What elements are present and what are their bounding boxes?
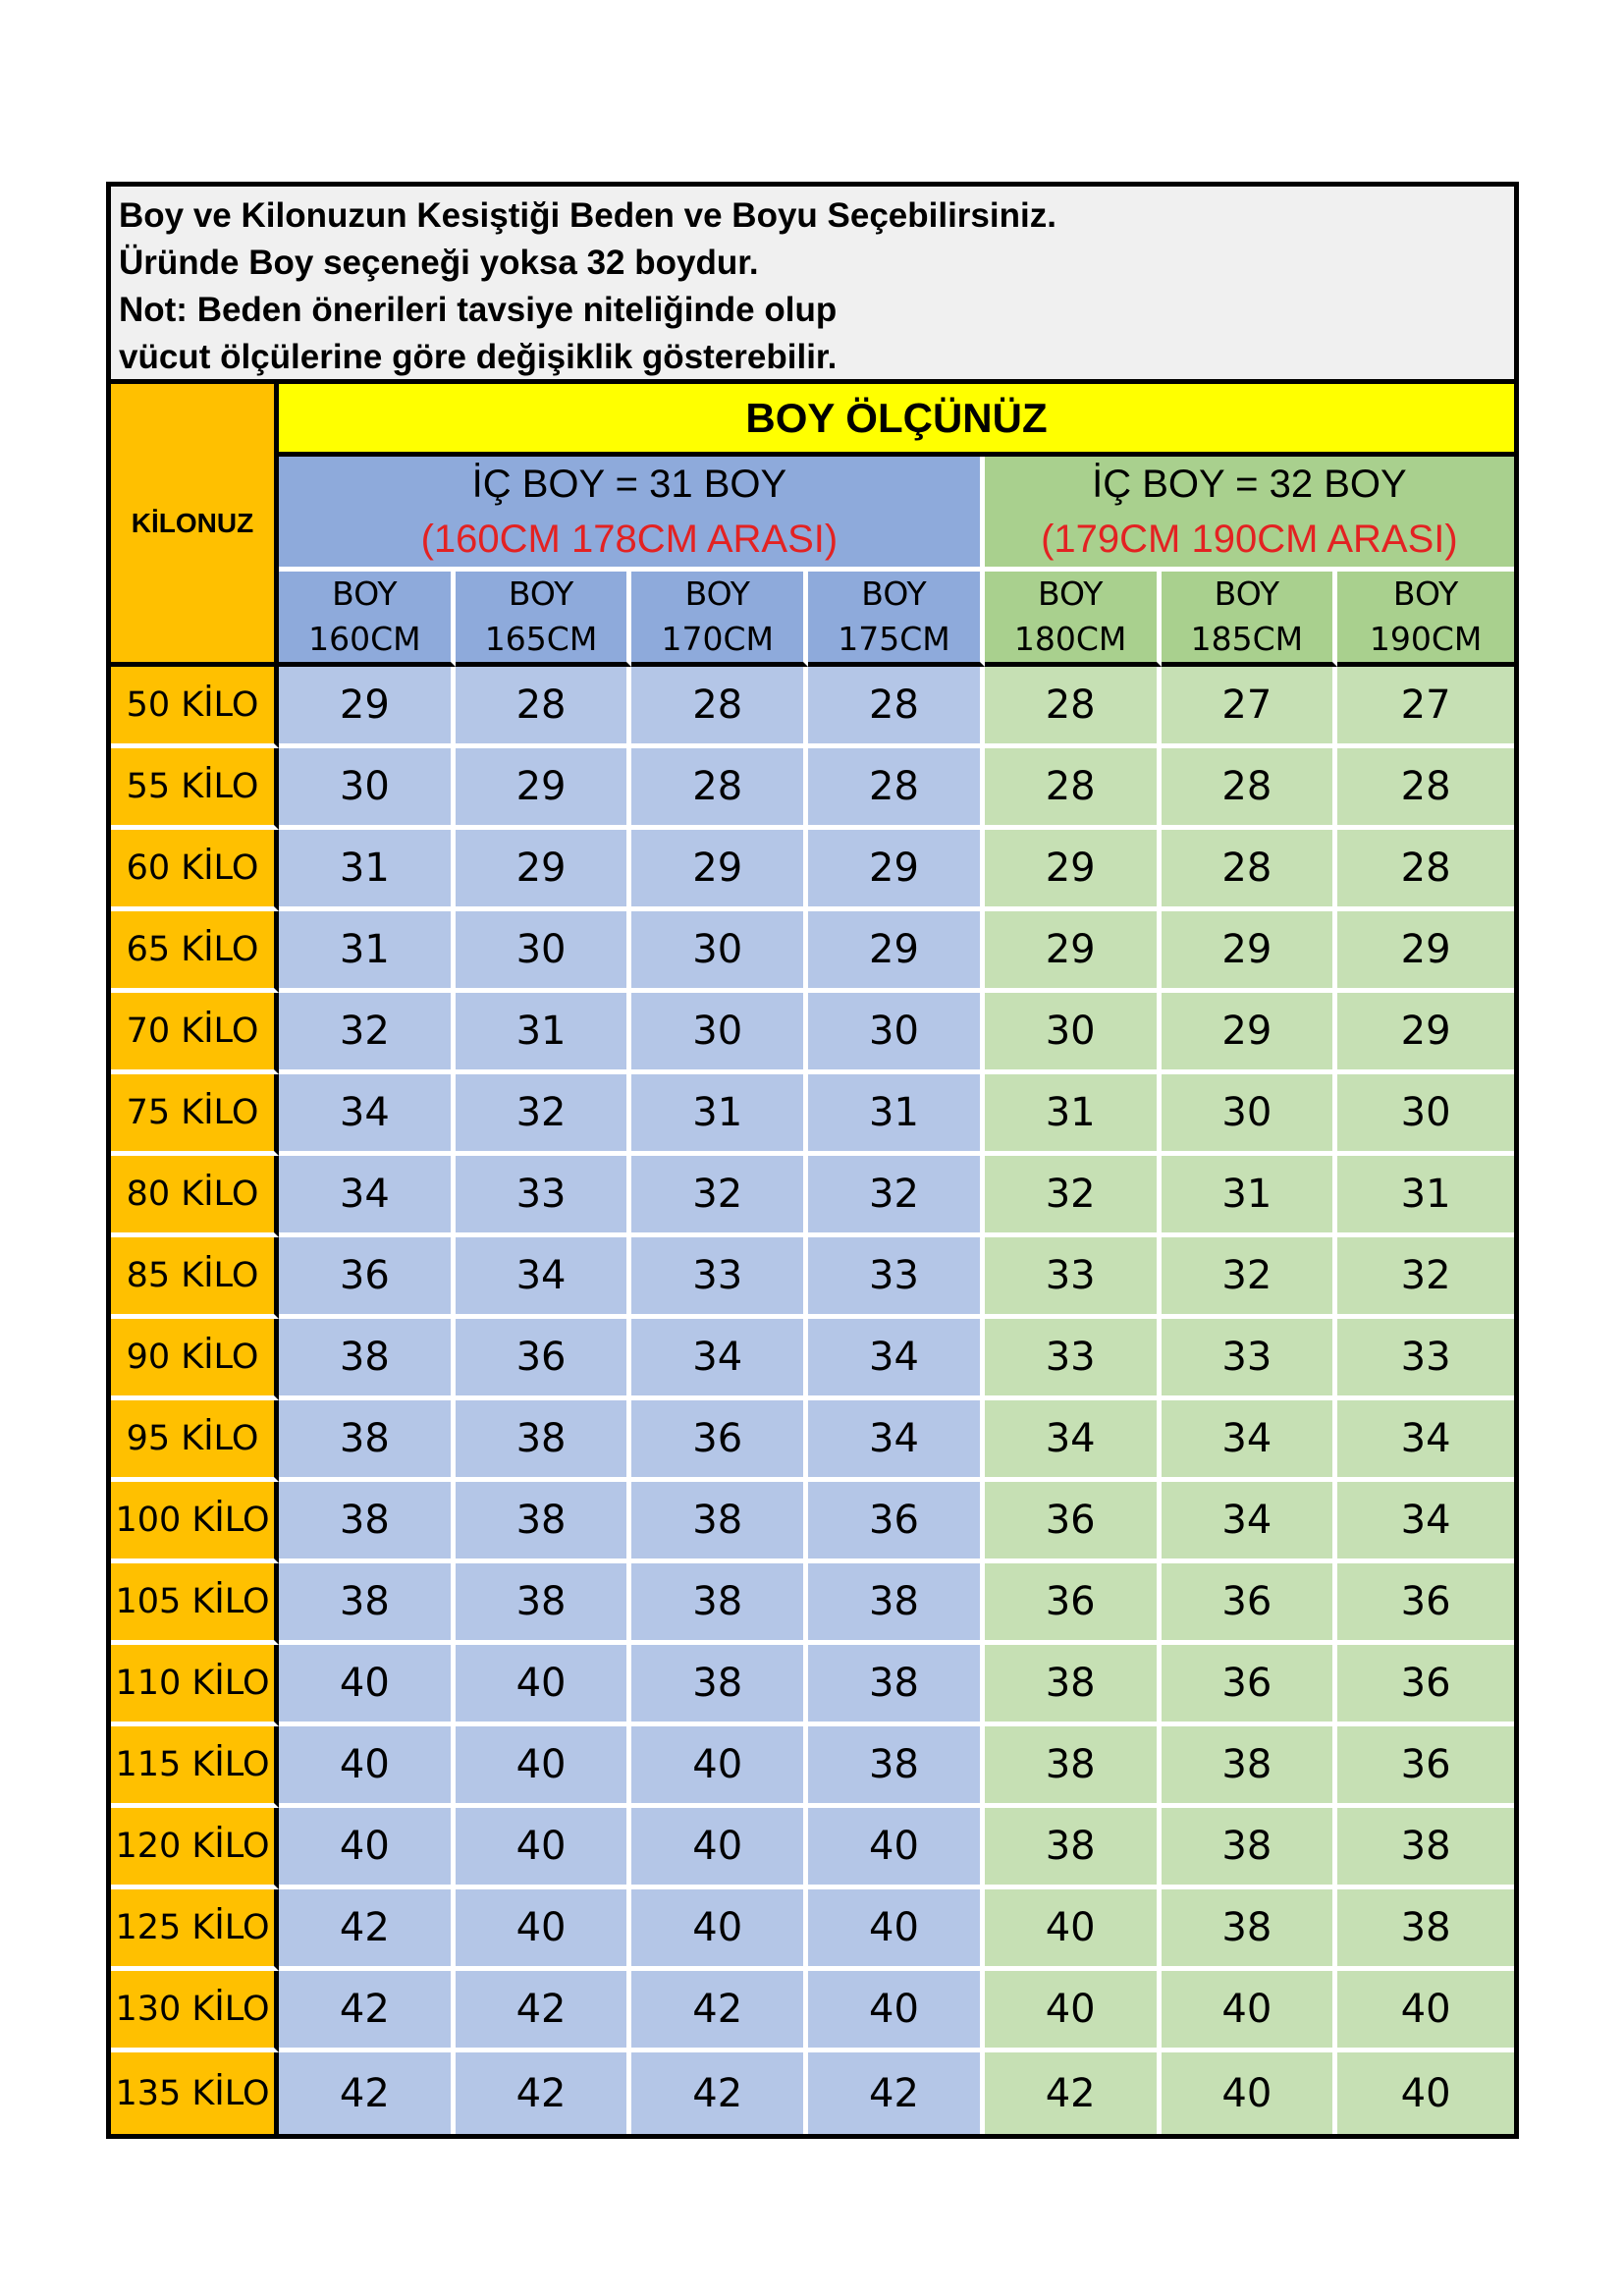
- size-cell: 40: [456, 1808, 632, 1889]
- size-cell: 42: [456, 2052, 632, 2134]
- size-cell: 34: [985, 1400, 1162, 1482]
- table-row: [111, 1726, 1514, 1808]
- size-cell: 40: [631, 1889, 808, 1971]
- size-cell: 40: [631, 1726, 808, 1808]
- row-label: 90 KİLO: [111, 1319, 279, 1400]
- size-cell: 28: [1162, 748, 1338, 830]
- row-label: 115 KİLO: [111, 1726, 279, 1808]
- row-label: 110 KİLO: [111, 1645, 279, 1726]
- size-cell: 34: [1337, 1400, 1514, 1482]
- column-header-top: BOY: [1037, 574, 1104, 613]
- column-header-top: BOY: [684, 574, 750, 613]
- size-cell: 31: [985, 1074, 1162, 1156]
- size-cell: 38: [1162, 1889, 1338, 1971]
- group-32-header: [985, 457, 1514, 572]
- table-row: [111, 1156, 1514, 1237]
- table-row: [111, 667, 1514, 748]
- row-label: 75 KİLO: [111, 1074, 279, 1156]
- size-cell: 31: [279, 830, 456, 911]
- table-row: [111, 993, 1514, 1074]
- size-cell: 36: [1162, 1563, 1338, 1645]
- size-cell: 40: [456, 1889, 632, 1971]
- size-cell: 40: [1162, 1971, 1338, 2052]
- size-cell: 29: [1162, 993, 1338, 1074]
- size-cell: 31: [456, 993, 632, 1074]
- column-header: [1162, 572, 1338, 667]
- row-label: 60 KİLO: [111, 830, 279, 911]
- row-label: 65 KİLO: [111, 911, 279, 993]
- group-31-title: İÇ BOY = 31 BOY: [471, 463, 787, 506]
- size-cell: 34: [1337, 1482, 1514, 1563]
- size-cell: 32: [456, 1074, 632, 1156]
- size-cell: 30: [631, 911, 808, 993]
- size-cell: 38: [279, 1319, 456, 1400]
- size-cell: 31: [1337, 1156, 1514, 1237]
- size-cell: 33: [631, 1237, 808, 1319]
- table-row: [111, 1808, 1514, 1889]
- column-header-top: BOY: [1392, 574, 1459, 613]
- table-row: [111, 1889, 1514, 1971]
- row-label: 130 KİLO: [111, 1971, 279, 2052]
- row-label: 95 KİLO: [111, 1400, 279, 1482]
- size-cell: 40: [1337, 1971, 1514, 2052]
- notes-box: [111, 187, 1514, 384]
- size-cell: 36: [1337, 1645, 1514, 1726]
- column-header: [631, 572, 808, 667]
- size-cell: 36: [985, 1482, 1162, 1563]
- size-cell: 33: [985, 1319, 1162, 1400]
- table-row: [111, 1482, 1514, 1563]
- size-cell: 40: [1162, 2052, 1338, 2134]
- row-label: 85 KİLO: [111, 1237, 279, 1319]
- row-label: 70 KİLO: [111, 993, 279, 1074]
- column-header: [1337, 572, 1514, 667]
- size-cell: 40: [279, 1645, 456, 1726]
- size-cell: 36: [456, 1319, 632, 1400]
- size-cell: 42: [279, 1889, 456, 1971]
- table-row: [111, 748, 1514, 830]
- size-cell: 30: [1337, 1074, 1514, 1156]
- size-cell: 32: [985, 1156, 1162, 1237]
- column-header-bottom: 170CM: [661, 620, 775, 658]
- size-cell: 40: [279, 1726, 456, 1808]
- size-cell: 38: [631, 1563, 808, 1645]
- row-label: 50 KİLO: [111, 667, 279, 748]
- size-cell: 32: [1337, 1237, 1514, 1319]
- size-cell: 31: [808, 1074, 985, 1156]
- size-cell: 34: [808, 1400, 985, 1482]
- size-cell: 28: [631, 667, 808, 748]
- size-cell: 28: [456, 667, 632, 748]
- size-cell: 34: [456, 1237, 632, 1319]
- size-cell: 38: [279, 1400, 456, 1482]
- column-header-bottom: 175CM: [838, 620, 950, 658]
- size-cell: 28: [631, 748, 808, 830]
- size-cell: 33: [456, 1156, 632, 1237]
- size-cell: 38: [808, 1726, 985, 1808]
- size-cell: 28: [808, 748, 985, 830]
- size-cell: 38: [456, 1563, 632, 1645]
- size-cell: 34: [808, 1319, 985, 1400]
- size-cell: 38: [985, 1808, 1162, 1889]
- size-cell: 30: [808, 993, 985, 1074]
- column-header-top: BOY: [1214, 574, 1280, 613]
- size-cell: 27: [1162, 667, 1338, 748]
- size-cell: 29: [1337, 993, 1514, 1074]
- size-cell: 40: [631, 1808, 808, 1889]
- column-header: [808, 572, 985, 667]
- size-cell: 36: [1337, 1726, 1514, 1808]
- column-header: [456, 572, 632, 667]
- table-row: [111, 911, 1514, 993]
- size-cell: 32: [1162, 1237, 1338, 1319]
- row-label: 80 KİLO: [111, 1156, 279, 1237]
- size-cell: 38: [1337, 1808, 1514, 1889]
- group-31-header: [279, 457, 985, 572]
- size-cell: 38: [456, 1482, 632, 1563]
- column-header-top: BOY: [332, 574, 398, 613]
- table-row: [111, 1645, 1514, 1726]
- note-line-2: Üründe Boy seçeneği yoksa 32 boydur.: [119, 244, 759, 282]
- size-cell: 29: [456, 830, 632, 911]
- table-row: [111, 1074, 1514, 1156]
- table-row: [111, 830, 1514, 911]
- boy-header: BOY ÖLÇÜNÜZ: [279, 384, 1514, 457]
- size-cell: 29: [985, 911, 1162, 993]
- size-cell: 36: [279, 1237, 456, 1319]
- size-cell: 40: [456, 1645, 632, 1726]
- size-cell: 28: [1162, 830, 1338, 911]
- size-cell: 38: [808, 1645, 985, 1726]
- row-label: 105 KİLO: [111, 1563, 279, 1645]
- size-cell: 36: [808, 1482, 985, 1563]
- size-cell: 36: [1337, 1563, 1514, 1645]
- size-cell: 40: [808, 1971, 985, 2052]
- size-cell: 30: [1162, 1074, 1338, 1156]
- row-label: 55 KİLO: [111, 748, 279, 830]
- column-header: [985, 572, 1162, 667]
- size-cell: 34: [279, 1156, 456, 1237]
- note-line-1: Boy ve Kilonuzun Kesiştiği Beden ve Boyu Seçebilirsiniz.: [119, 196, 1056, 235]
- column-header-bottom: 165CM: [484, 620, 598, 658]
- size-cell: 42: [985, 2052, 1162, 2134]
- size-cell: 29: [1337, 911, 1514, 993]
- table-row: [111, 1319, 1514, 1400]
- size-cell: 40: [279, 1808, 456, 1889]
- size-cell: 42: [808, 2052, 985, 2134]
- size-cell: 31: [279, 911, 456, 993]
- size-cell: 28: [1337, 748, 1514, 830]
- size-cell: 40: [456, 1726, 632, 1808]
- size-cell: 31: [631, 1074, 808, 1156]
- size-cell: 34: [1162, 1400, 1338, 1482]
- size-cell: 38: [1162, 1808, 1338, 1889]
- size-cell: 34: [631, 1319, 808, 1400]
- size-cell: 29: [456, 748, 632, 830]
- size-cell: 40: [985, 1971, 1162, 2052]
- size-cell: 38: [279, 1563, 456, 1645]
- size-cell: 32: [808, 1156, 985, 1237]
- table-row: [111, 1971, 1514, 2052]
- size-cell: 27: [1337, 667, 1514, 748]
- size-cell: 42: [631, 2052, 808, 2134]
- column-header-bottom: 185CM: [1190, 620, 1304, 658]
- size-cell: 38: [456, 1400, 632, 1482]
- size-table: [111, 384, 1514, 2134]
- size-cell: 38: [808, 1563, 985, 1645]
- size-cell: 28: [985, 748, 1162, 830]
- size-cell: 38: [985, 1726, 1162, 1808]
- size-cell: 40: [1337, 2052, 1514, 2134]
- size-cell: 29: [631, 830, 808, 911]
- row-label: 100 KİLO: [111, 1482, 279, 1563]
- table-row: [111, 1237, 1514, 1319]
- size-cell: 36: [631, 1400, 808, 1482]
- size-cell: 42: [279, 1971, 456, 2052]
- size-cell: 38: [279, 1482, 456, 1563]
- size-cell: 38: [631, 1482, 808, 1563]
- size-cell: 32: [631, 1156, 808, 1237]
- size-cell: 40: [808, 1808, 985, 1889]
- size-cell: 40: [985, 1889, 1162, 1971]
- table-row: [111, 1400, 1514, 1482]
- size-cell: 42: [456, 1971, 632, 2052]
- column-header-top: BOY: [508, 574, 574, 613]
- table-row: [111, 2052, 1514, 2134]
- group-31-range: (160CM 178CM ARASI): [420, 518, 839, 561]
- size-cell: 30: [279, 748, 456, 830]
- row-label: 135 KİLO: [111, 2052, 279, 2134]
- size-cell: 34: [1162, 1482, 1338, 1563]
- size-cell: 30: [985, 993, 1162, 1074]
- size-cell: 38: [631, 1645, 808, 1726]
- column-header-bottom: 160CM: [308, 620, 421, 658]
- size-cell: 33: [1337, 1319, 1514, 1400]
- kilo-header: KİLONUZ: [111, 384, 279, 667]
- column-header-bottom: 180CM: [1013, 620, 1127, 658]
- table-row: [111, 1563, 1514, 1645]
- column-header-bottom: 190CM: [1369, 620, 1483, 658]
- size-cell: 40: [808, 1889, 985, 1971]
- size-cell: 33: [985, 1237, 1162, 1319]
- size-cell: 34: [279, 1074, 456, 1156]
- size-cell: 38: [1162, 1726, 1338, 1808]
- size-cell: 28: [808, 667, 985, 748]
- size-cell: 42: [631, 1971, 808, 2052]
- size-cell: 28: [1337, 830, 1514, 911]
- size-cell: 38: [1337, 1889, 1514, 1971]
- column-header-top: BOY: [861, 574, 927, 613]
- row-label: 125 KİLO: [111, 1889, 279, 1971]
- size-cell: 30: [456, 911, 632, 993]
- size-cell: 32: [279, 993, 456, 1074]
- size-cell: 29: [279, 667, 456, 748]
- note-line-4: vücut ölçülerine göre değişiklik gösterebilir.: [119, 338, 838, 376]
- size-cell: 29: [808, 830, 985, 911]
- size-cell: 33: [1162, 1319, 1338, 1400]
- size-cell: 29: [1162, 911, 1338, 993]
- size-cell: 33: [808, 1237, 985, 1319]
- size-cell: 30: [631, 993, 808, 1074]
- row-label: 120 KİLO: [111, 1808, 279, 1889]
- size-cell: 42: [279, 2052, 456, 2134]
- size-cell: 29: [808, 911, 985, 993]
- size-chart: [106, 182, 1519, 2139]
- size-cell: 31: [1162, 1156, 1338, 1237]
- size-cell: 36: [1162, 1645, 1338, 1726]
- size-cell: 28: [985, 667, 1162, 748]
- size-cell: 36: [985, 1563, 1162, 1645]
- group-32-title: İÇ BOY = 32 BOY: [1092, 463, 1407, 506]
- group-32-range: (179CM 190CM ARASI): [1041, 518, 1458, 561]
- note-line-3: Not: Beden önerileri tavsiye niteliğinde olup: [119, 291, 838, 329]
- column-header: [279, 572, 456, 667]
- size-cell: 38: [985, 1645, 1162, 1726]
- size-cell: 29: [985, 830, 1162, 911]
